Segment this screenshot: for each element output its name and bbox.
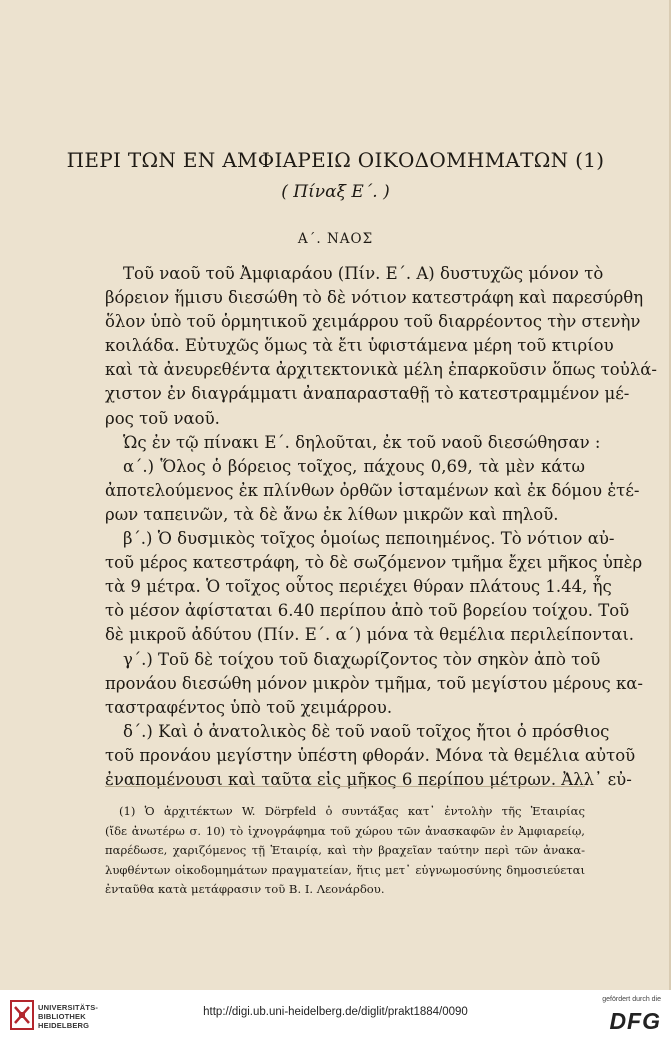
body-line: ἀποτελούμενος ἐκ πλίνθων ὀρθῶν ἱσταμένων καὶ ἐκ δόμου ἑτέ- [105, 480, 640, 500]
footnote-line: παρέδωσε, χαριζόμενος τῇ Ἑταιρίᾳ, καὶ τὴν βραχεῖαν ταύτην περὶ τῶν ἀνακα- [105, 843, 585, 858]
body-line: καὶ τὰ ἀνευρεθέντα ἀρχιτεκτονικὰ μέλη ἐπαρκοῦσιν ὅπως τοὐλά- [105, 360, 657, 380]
body-line: τοῦ μέρος κατεστράφη, τὸ δὲ σωζόμενον τμῆμα ἔχει μῆκος ὑπὲρ [105, 553, 643, 573]
body-line: Ὡς ἐν τῷ πίνακι Ε΄. δηλοῦται, ἐκ τοῦ ναοῦ διεσώθησαν : [123, 432, 601, 452]
body-line: ρων ταπεινῶν, τὰ δὲ ἄνω ἐκ λίθων μικρῶν καὶ πηλοῦ. [105, 504, 559, 524]
footnote-line: ἐνταῦθα κατὰ μετάφρασιν τοῦ Β. Ι. Λεονάρδου. [105, 882, 385, 897]
body-text [105, 262, 657, 792]
footnote [105, 802, 585, 900]
section-heading: Α΄. ΝΑΟΣ [297, 231, 374, 247]
body-line: δ΄.) Καὶ ὁ ἀνατολικὸς δὲ τοῦ ναοῦ τοῖχος ἤτοι ὁ πρόσθιος [123, 721, 610, 741]
footnote-line: λυφθέντων οἰκοδομημάτων πραγματείαν, ἥτις μετ᾽ εὐγνωμοσύνης δημοσιεύεται [105, 862, 585, 877]
plate-reference: ( Πίναξ Ε΄. ) [281, 182, 390, 202]
body-line: προνάου διεσώθη μόνον μικρὸν τμῆμα, τοῦ μεγίστου μέρους κα- [105, 673, 643, 693]
body-line: τοῦ προνάου μεγίστην ὑπέστη φθοράν. Μόνα τὰ θεμέλια αὐτοῦ [105, 745, 636, 765]
page-title: ΠΕΡΙ ΤΩΝ ΕΝ ΑΜΦΙΑΡΕΙΩ ΟΙΚΟΔΟΜΗΜΑΤΩΝ (1) [66, 148, 605, 172]
footnote-line: (ἴδε ἀνωτέρω σ. 10) τὸ ἰχνογράφημα τοῦ χώρου τῶν ἀνασκαφῶν ἐν Ἀμφιαρείῳ, [105, 823, 585, 838]
body-line: ρος τοῦ ναοῦ. [105, 408, 220, 428]
body-line: Τοῦ ναοῦ τοῦ Ἀμφιαράου (Πίν. Ε΄. Α) δυστυχῶς μόνον τὸ [123, 264, 604, 283]
viewer-footer [0, 992, 671, 1041]
body-line: γ΄.) Τοῦ δὲ τοίχου τοῦ διαχωρίζοντος τὸν σηκὸν ἀπὸ τοῦ [123, 649, 601, 669]
dfg-logo: DFG [609, 1008, 661, 1034]
body-line: τὸ μέσον ἀφίσταται 6.40 περίπου ἀπὸ τοῦ βορείου τοίχου. Τοῦ [105, 601, 630, 621]
footnote-line: (1) Ὁ ἀρχιτέκτων W. Dörpfeld ὁ συντάξας κατ᾽ ἐντολὴν τῆς Ἑταιρίας [119, 804, 585, 818]
body-line: δὲ μικροῦ ἀδύτου (Πίν. Ε΄. α΄) μόνα τὰ θεμέλια περιλείπονται. [105, 625, 635, 645]
body-line: β΄.) Ὁ δυσμικὸς τοῖχος ὁμοίως πεποιημένος. Τὸ νότιον αὐ- [123, 529, 615, 549]
body-line: α΄.) Ὅλος ὁ βόρειος τοῖχος, πάχους 0,69, τὰ μὲν κάτω [123, 456, 585, 476]
library-name: UNIVERSITÄTS- BIBLIOTHEK HEIDELBERG [38, 1003, 99, 1030]
body-line: χιστον ἐν διαγράμματι ἀναπαρασταθῇ τὸ κατεστραμμένον μέ- [105, 384, 630, 404]
funding-note: gefördert durch die [602, 996, 661, 1003]
body-line: ταστραφέντος ὑπὸ τοῦ χειμάρρου. [105, 697, 393, 717]
body-line: τὰ 9 μέτρα. Ὁ τοῖχος οὗτος περιέχει θύραν πλάτους 1.44, ἧς [105, 577, 612, 597]
footnote-divider [105, 786, 585, 787]
body-line: κοιλάδα. Εὐτυχῶς ὅμως τὰ ἔτι ὑφιστάμενα μέρη τοῦ κτιρίου [105, 336, 614, 356]
body-line: βόρειον ἥμισυ διεσώθη τὸ δὲ νότιον κατεστράφη καὶ παρεσύρθη [105, 288, 644, 308]
body-line: ἐναπομένουσι καὶ ταῦτα εἰς μῆκος 6 περίπου μέτρων. Ἀλλ᾽ εὐ- [105, 769, 632, 789]
permalink-url[interactable]: http://digi.ub.uni-heidelberg.de/diglit/prakt1884/0090 [203, 1006, 468, 1018]
body-line: ὅλον ὑπὸ τοῦ ὁρμητικοῦ χειμάρρου τοῦ διαρρέοντος τὴν στενὴν [105, 312, 641, 332]
